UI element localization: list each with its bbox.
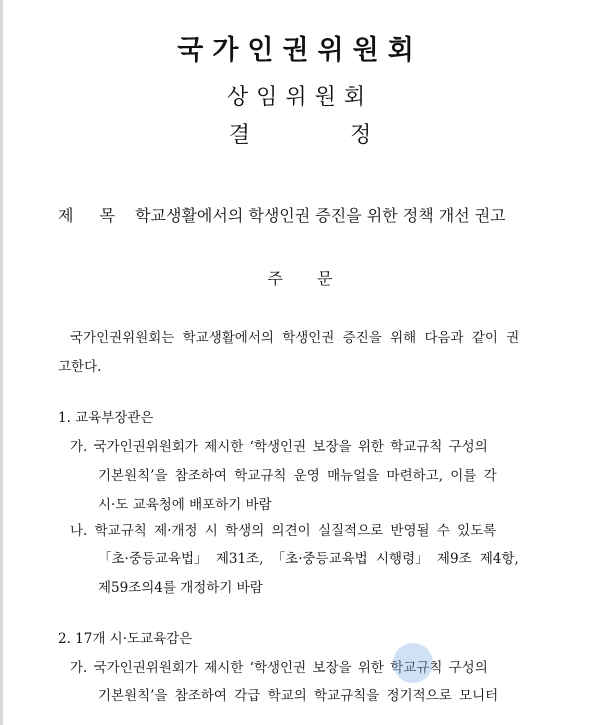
main-text-heading xyxy=(0,266,600,289)
intro-paragraph-line: 고한다. xyxy=(58,359,102,375)
main-heading-right: 문 xyxy=(317,269,333,288)
recommendation-item-line: 시·도 교육청에 배포하기 바람 xyxy=(98,497,272,513)
decision-title-right: 정 xyxy=(350,123,372,148)
committee-title: 상임위원회 xyxy=(226,85,374,110)
subject-label-left: 제 xyxy=(58,206,76,225)
recommendation-item-line: 기본원칙’을 참조하여 학교규칙 운영 매뉴얼을 마련하고, 이를 각 xyxy=(98,468,497,484)
recommendation-item-line: 「초·중등교육법」 제31조, 「초·중등교육법 시행령」 제9조 제4항, xyxy=(98,551,519,567)
organization-title: 국가인권위원회 xyxy=(177,35,423,66)
recommendation-item-line: 제59조의4를 개정하기 바람 xyxy=(98,580,263,596)
recommendation-item-line: 기본원칙’을 참조하여 각급 학교의 학교규칙을 정기적으로 모니터 xyxy=(98,688,499,704)
recommendation-item-line: 나. 학교규칙 제·개정 시 학생의 의견이 실질적으로 반영될 수 있도록 xyxy=(70,523,497,539)
main-heading-left: 주 xyxy=(267,269,283,288)
subject-label-right: 목 xyxy=(99,206,117,225)
subject-text: 학교생활에서의 학생인권 증진을 위한 정책 개선 권고 xyxy=(135,206,506,225)
subject-line xyxy=(58,203,506,226)
subject-label xyxy=(58,203,130,226)
decision-title-left: 결 xyxy=(228,123,250,148)
recommendation-item-line: 가. 국가인권위원회가 제시한 ‘학생인권 보장을 위한 학교규칙 구성의 xyxy=(70,660,488,676)
decision-title xyxy=(0,118,600,149)
section-heading: 1. 교육부장관은 xyxy=(58,410,154,426)
watermark-circle xyxy=(393,643,433,683)
intro-paragraph-line: 국가인권위원회는 학교생활에서의 학생인권 증진을 위해 다음과 같이 권 xyxy=(70,330,520,346)
section-heading: 2. 17개 시·도교육감은 xyxy=(58,631,193,647)
recommendation-item-line: 가. 국가인권위원회가 제시한 ‘학생인권 보장을 위한 학교규칙 구성의 xyxy=(70,439,488,455)
